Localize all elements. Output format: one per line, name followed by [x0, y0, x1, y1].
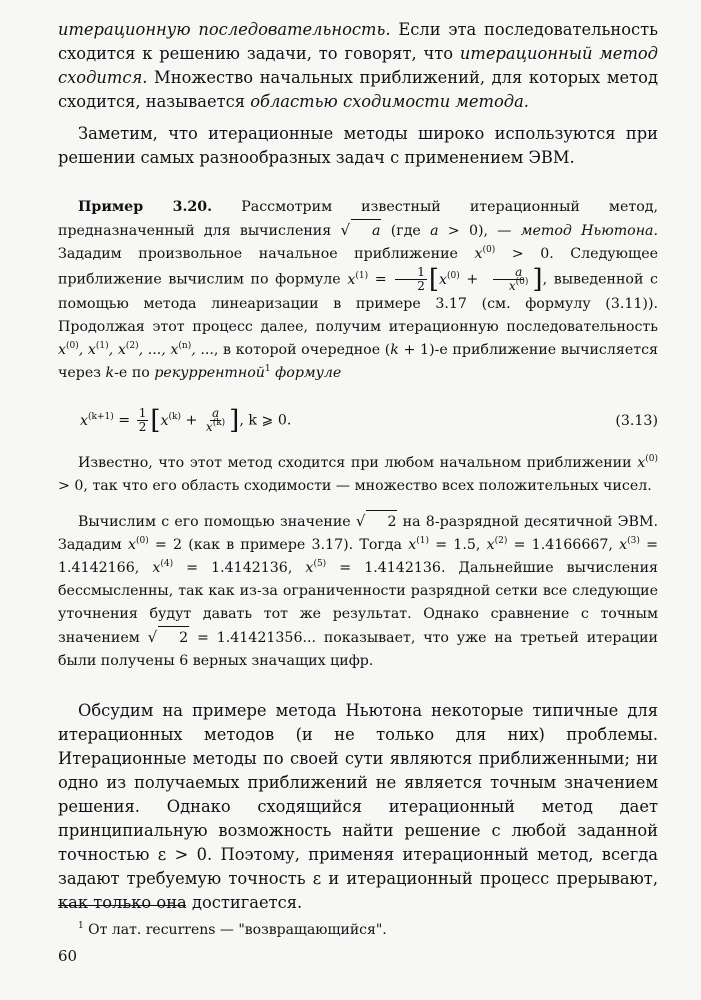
paragraph-iterative-usage: Заметим, что итерационные методы широко используются при решении самых разнообразных задач с применением ЭВМ. [58, 124, 658, 167]
example-3-20: Пример 3.20. Рассмотрим известный итерационный метод, предназначенный для вычисления √ a (где a > 0), — метод Ньютона. Зададим произвольное начальное приближение $x^{(0)} > 0$. Следующее приближение вычислим по формуле $x^{(1)}$ = $\frac{1}{2}$ [$x^{(0)}$ + $\frac{a}{x^{(0)}}$ ], выведенной с помощью метода линеаризации в примере 3.17 (см. формулу (3.11)). Продолжая этот процесс далее, получим итерационную последовательность $x^{(0)}$, $x^{(1)}$, $x^{(2)}$, ..., $x^{(n)}$, ..., в которой очередное (k + 1)-е приближение вычисляется через k-е по рекуррентной$^1$ формуле [58, 199, 659, 381]
example-label: Пример 3.20. [78, 199, 213, 215]
equation-number: (3.13) [615, 412, 658, 429]
paragraph-newton-discussion: Обсудим на примере метода Ньютона некоторые типичные для итерационных методов (и не только для них) проблемы. Итерационные методы по своей сути являются приближенными; ни одно из получаемых приближений не является точным значением решения. Однако сходящийся итерационный метод дает принципиальную возможность найти решение с любой заданной точностью ε > 0. Поэтому, применяя итерационный метод, всегда задают требуемую точность ε и итерационный процесс прерывают, как только она достигается. [58, 701, 658, 912]
equation-3-13: $x^{(k+1)}$ = $\frac{1}{2}$ [$x^{(k)}$ + $\frac{a}{x^{(k)}}$ ], k ⩾ 0. (3.13) [80, 405, 658, 436]
method-name: метод Ньютона. [520, 223, 659, 239]
footnote-divider [58, 905, 186, 906]
footnote-mark: 1 [264, 364, 271, 374]
page-number: 60 [58, 947, 78, 965]
paragraph-convergence-region: Известно, что этот метод сходится при любом начальном приближении $x^{(0)} > 0$, так что его область сходимости — множество всех положительных чисел. [58, 454, 658, 494]
footnote: $^1$ От лат. recurrens — "возвращающийся". [78, 921, 387, 938]
paragraph-sqrt2-computation: Вычислим с его помощью значение √ 2 на 8-разрядной десятичной ЭВМ. Зададим $x^{(0)} = 2$ (как в примере 3.17). Тогда $x^{(1)} = 1.5$, $x^{(2)} = 1.4166667$, $x^{(3)} = 1.4142166$, $x^{(4)} = 1.4142136$, $x^{(5)} = 1.4142136$. Дальнейшие вычисления бессмысленны, так как из-за ограниченности разрядной сетки все следующие уточнения будут давать тот же результат. Однако сравнение с точным значением √ 2 = 1.41421356... показывает, что уже на третьей итерации были получены 6 верных значащих цифр. [58, 512, 659, 669]
page-body [58, 18, 658, 915]
paragraph-sequence-convergence: итерационную последовательность. Если эта последовательность сходится к решению задачи, то говорят, что итерационный метод сходится. Множество начальных приближений, для которых метод сходится, называется областью сходимости метода. [58, 20, 659, 111]
